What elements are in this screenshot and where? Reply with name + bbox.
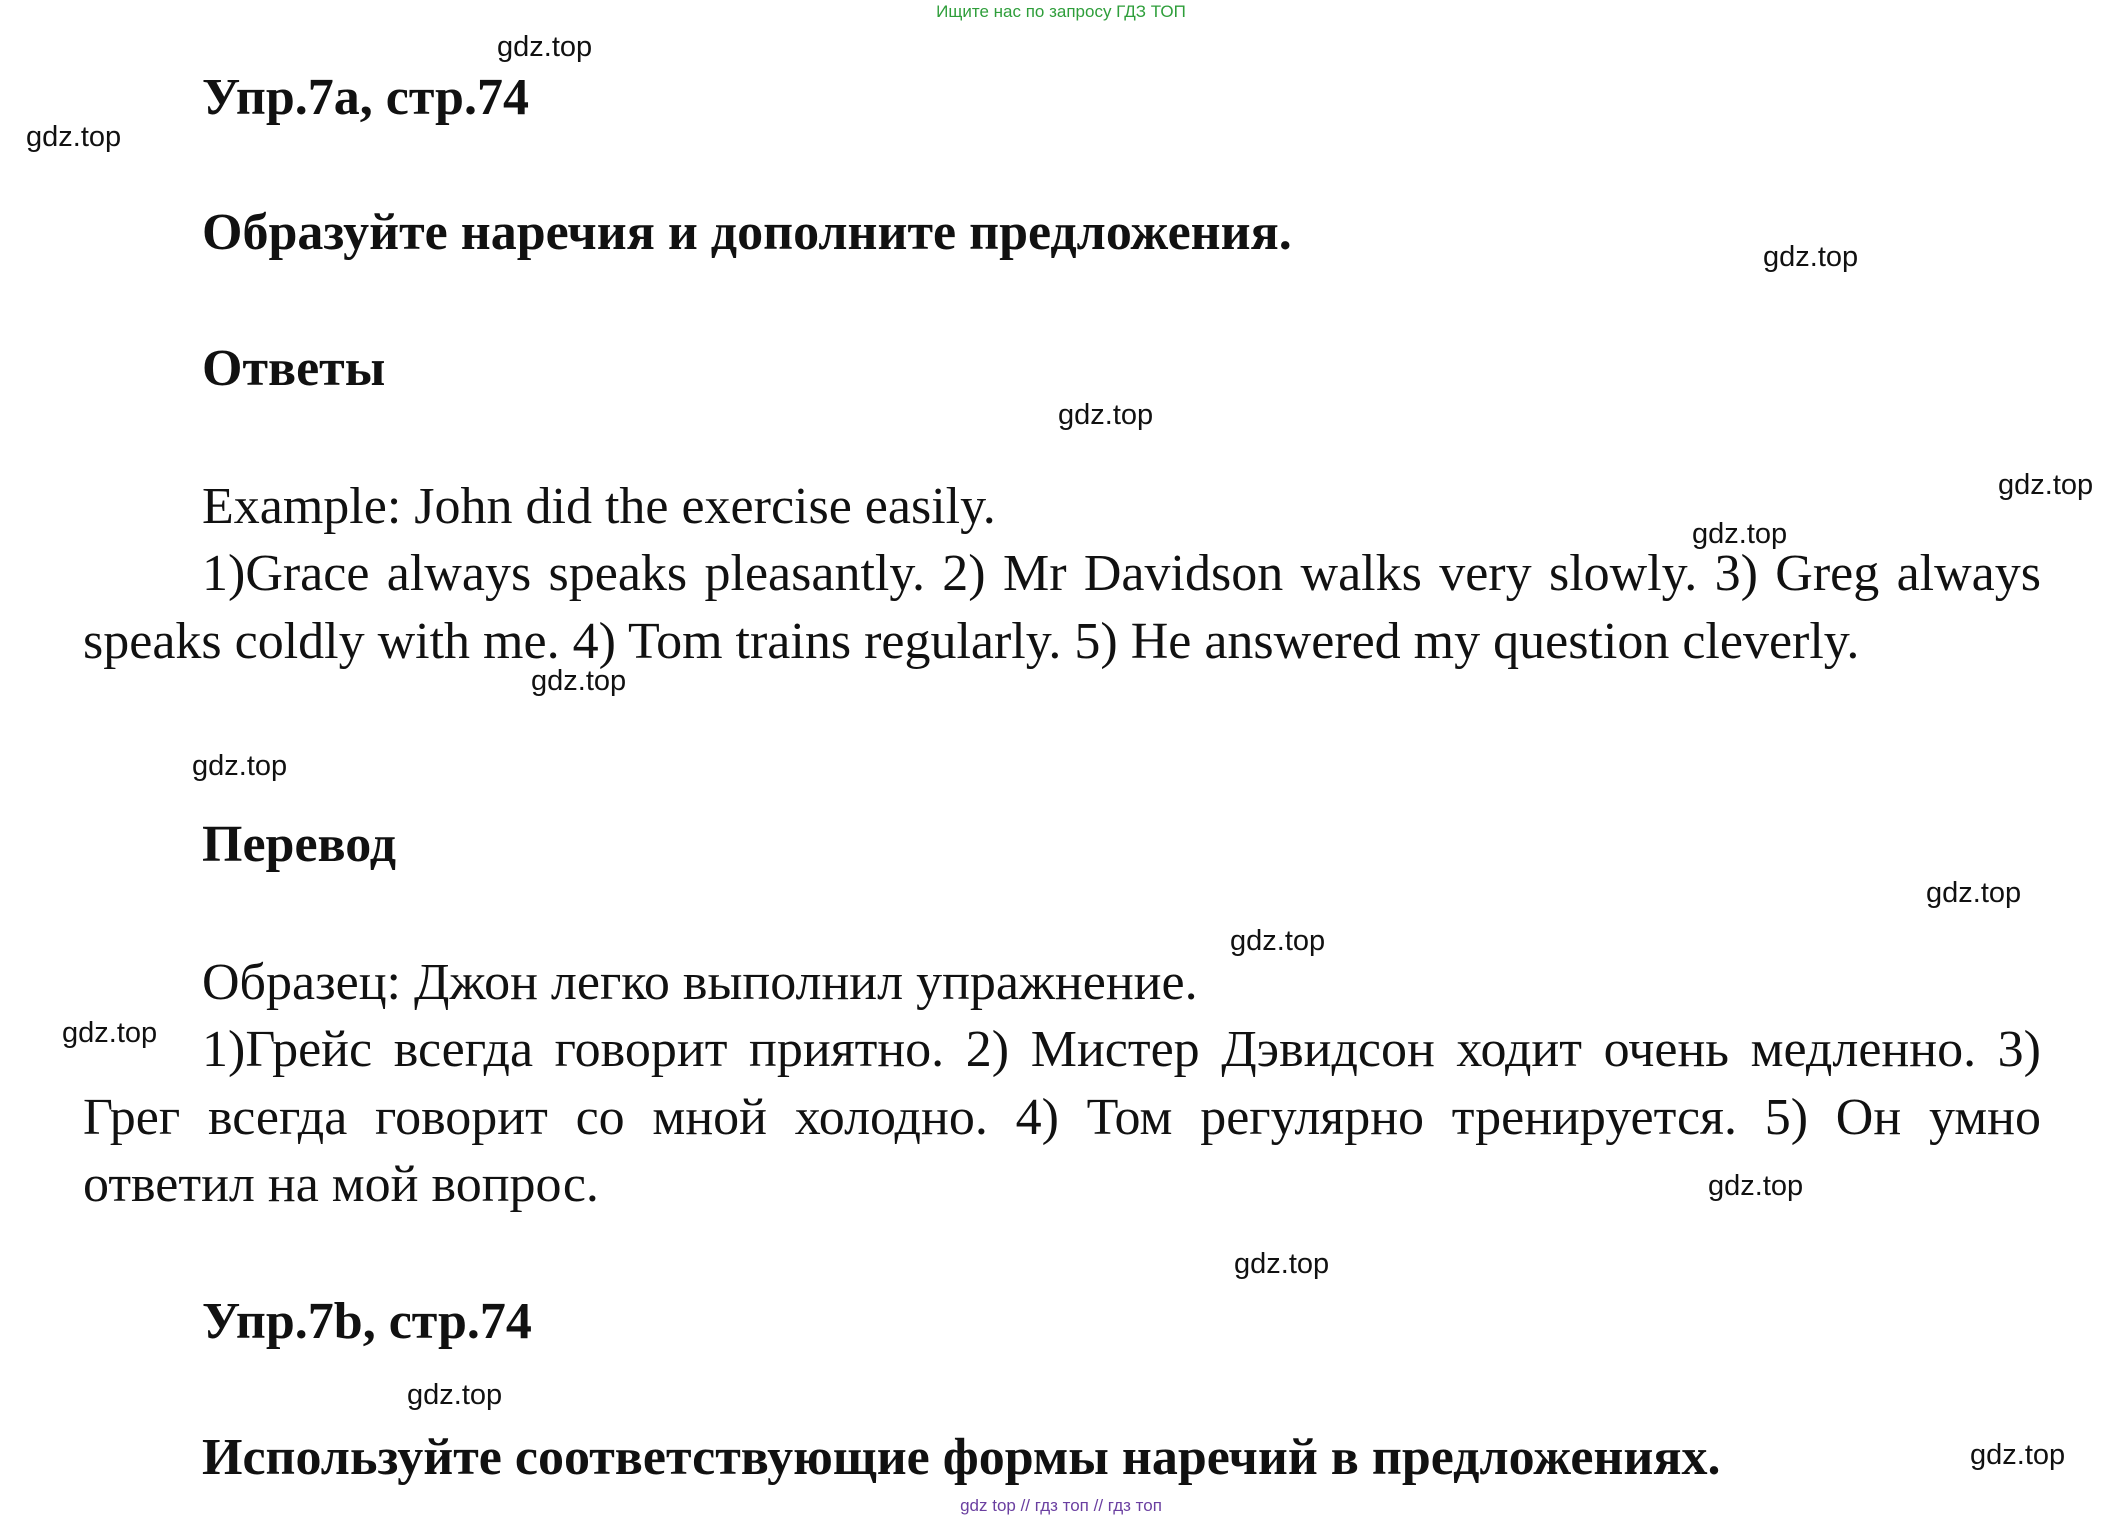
exercise-a-task: Образуйте наречия и дополните предложения. bbox=[202, 204, 1292, 261]
answers-example: Example: John did the exercise easily. bbox=[202, 478, 996, 535]
watermark: gdz.top bbox=[192, 750, 288, 782]
watermark: gdz.top bbox=[1763, 241, 1859, 273]
watermark: gdz.top bbox=[62, 1017, 158, 1049]
footer-links: gdz top // гдз топ // гдз топ bbox=[960, 1496, 1162, 1515]
exercise-a-title: Упр.7а, стр.74 bbox=[202, 69, 529, 126]
watermark: gdz.top bbox=[26, 121, 122, 153]
answers-text: 1)Grace always speaks pleasantly. 2) Mr Davidson walks very slowly. 3) Greg always speaks coldly with me. 4) Tom trains regularly. 5) He answered my question cleverly. bbox=[83, 545, 2041, 670]
watermark: gdz.top bbox=[1230, 925, 1326, 957]
watermark: gdz.top bbox=[1998, 469, 2094, 501]
exercise-b-title: Упр.7b, стр.74 bbox=[202, 1293, 532, 1350]
watermark: gdz.top bbox=[497, 31, 593, 63]
answers-heading: Ответы bbox=[202, 340, 386, 397]
watermark: gdz.top bbox=[1708, 1170, 1804, 1202]
translation-heading: Перевод bbox=[202, 816, 397, 873]
top-banner: Ищите нас по запросу ГДЗ ТОП bbox=[936, 2, 1186, 21]
exercise-b-task: Используйте соответствующие формы наречий в предложениях. bbox=[202, 1429, 1721, 1486]
translation-text: 1)Грейс всегда говорит приятно. 2) Мистер Дэвидсон ходит очень медленно. 3) Грег всегда говорит со мной холодно. 4) Том регулярно тренируется. 5) Он умно ответил на мой вопрос. bbox=[83, 1021, 2041, 1213]
watermark: gdz.top bbox=[1926, 877, 2022, 909]
watermark: gdz.top bbox=[407, 1379, 503, 1411]
watermark: gdz.top bbox=[1234, 1248, 1330, 1280]
watermark: gdz.top bbox=[1970, 1439, 2066, 1471]
watermark: gdz.top bbox=[531, 665, 627, 697]
watermark: gdz.top bbox=[1692, 518, 1788, 550]
translation-example: Образец: Джон легко выполнил упражнение. bbox=[202, 954, 1198, 1011]
watermark: gdz.top bbox=[1058, 399, 1154, 431]
